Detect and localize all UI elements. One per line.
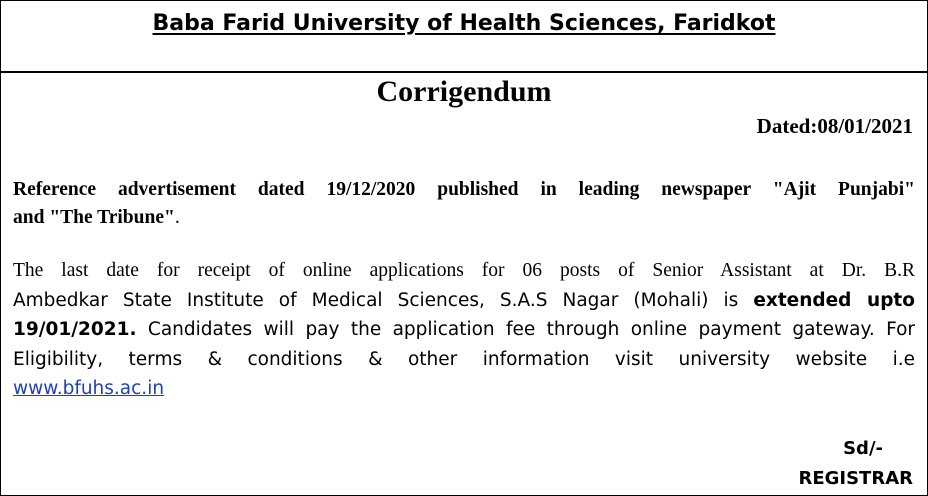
body-line-3: [13, 315, 915, 345]
body-line-3-text: Candidates will pay the application fee through online payment gateway. For: [147, 319, 915, 340]
signature-sd: Sd/-: [843, 438, 883, 459]
body-line-4: Eligibility, terms & conditions & other information visit university website i.e: [13, 348, 915, 370]
reference-paragraph: [13, 176, 915, 232]
reference-line-1: Reference advertisement dated 19/12/2020 published in leading newspaper "Ajit Punjabi": [13, 179, 915, 200]
reference-newspaper: and "The Tribune": [13, 207, 175, 228]
signatory-designation: REGISTRAR: [798, 468, 913, 489]
reference-period: .: [174, 207, 180, 228]
website-link[interactable]: www.bfuhs.ac.in: [13, 378, 165, 399]
extension-notice: extended upto: [753, 289, 915, 311]
body-line-5: [13, 374, 915, 404]
new-last-date: 19/01/2021.: [13, 319, 137, 340]
header-banner: [1, 1, 927, 73]
body-line-2: [13, 286, 915, 316]
page-title: Corrigendum: [376, 75, 552, 108]
university-name: Baba Farid University of Health Sciences, Faridkot: [152, 11, 776, 36]
body-line-1: The last date for receipt of online applications for 06 posts of Senior Assistant at Dr. B.R: [13, 260, 915, 281]
notice-date: Dated:08/01/2021: [756, 114, 913, 138]
body-line-2-text: Ambedkar State Institute of Medical Sciences, S.A.S Nagar (Mohali) is: [13, 289, 739, 311]
notice-body: [13, 256, 915, 404]
